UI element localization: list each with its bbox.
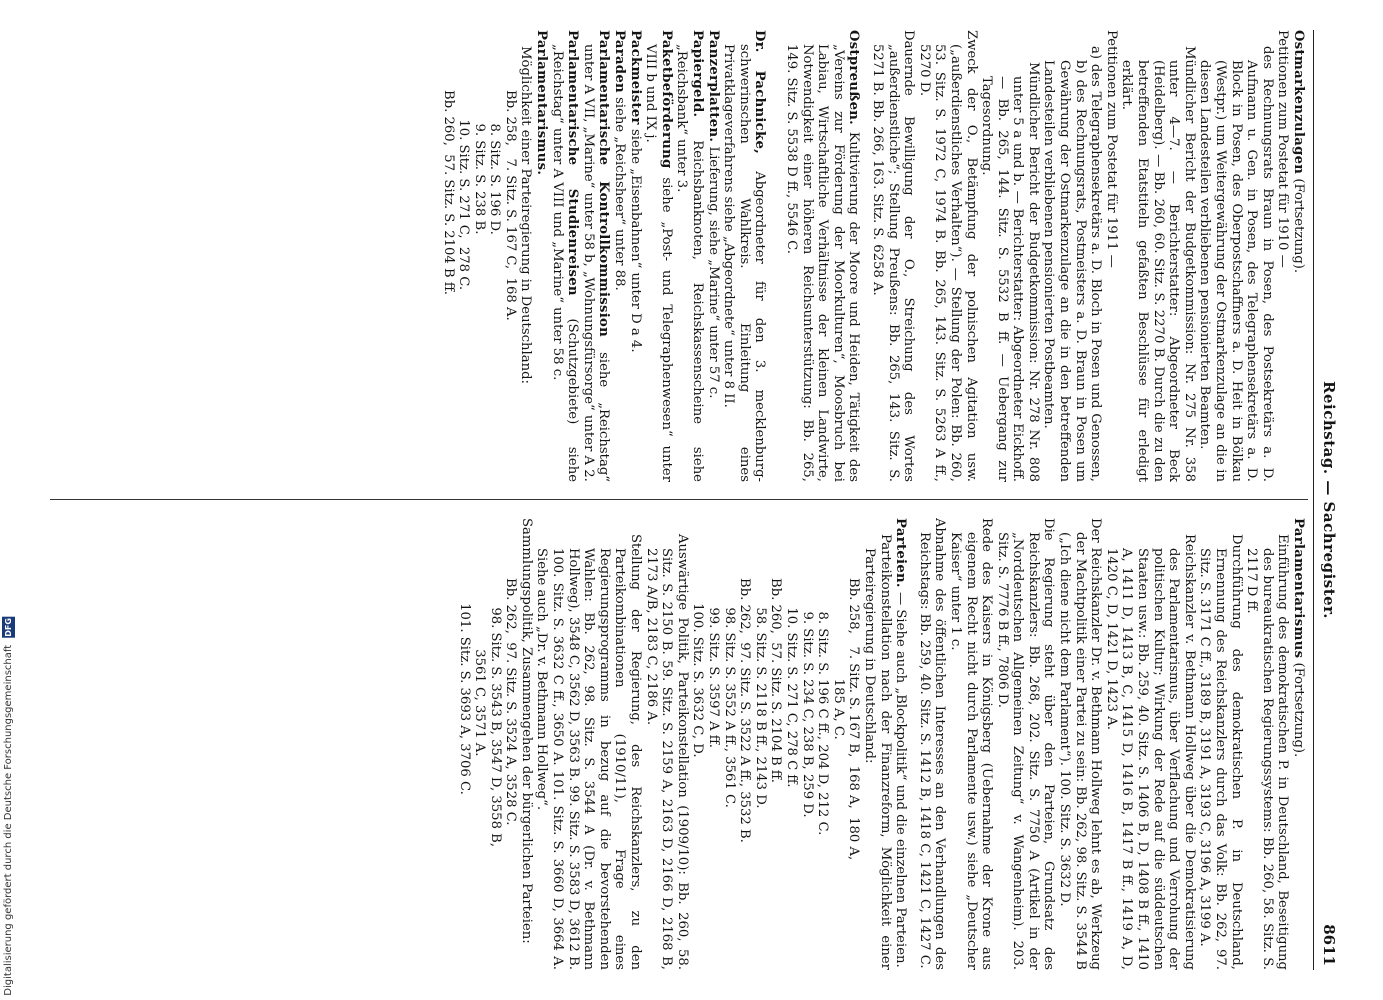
index-entry (549, 30, 580, 482)
index-entry (673, 30, 704, 482)
entry-text: Möglichkeit einer Parteiregierung in Deutschland: (518, 46, 533, 384)
entry-text: (Fortsetzung). (1290, 174, 1306, 274)
dfg-logo: DFG (4, 618, 13, 637)
entry-text: — Siehe auch „Blockpolitik“ und die einzelnen Parteien. (892, 587, 908, 968)
entry-text: Lieferung, siehe „Marine“ unter 57 c. (705, 142, 721, 399)
entry-keyword: Dr. Pachnicke, (751, 30, 767, 155)
rotated-sheet (42, 30, 1342, 970)
index-entry (439, 30, 517, 482)
index-entry (642, 30, 673, 482)
index-entry (627, 30, 643, 482)
index-entry (916, 518, 947, 970)
page-number: 8611 (1319, 924, 1338, 966)
entry-text: Mündlicher Bericht der Budgetkommission: Nr. 275 Nr. 358 unter 4—7. — Berichterstatter: Abgeordneter Beck (Heidelberg). — Bb. 260, 60. Sitz. S. 2270 B. Durch die zu den betreffenden Etatstiteln gefaßten Beschlüsse für erledigt erklärt. (1118, 46, 1197, 482)
entry-keyword: Parlamentarismus. (533, 30, 549, 176)
entry-text: Dauernde Bewilligung der O., Streichung des Wortes „außerdienstliche“; Stellung Preußens: Bb. 265, 143. Sitz. S. 5271 B. Bb. 266, 163. Sitz. S. 6258 A. (869, 30, 916, 482)
index-entry (689, 518, 861, 970)
entry-text: Kultivierung der Moore und Heiden, Tätigkeit des „Vereins zur Förderung der Moorkulturen“, Moosbruch bei Labiau, Wirtschaftliche Verhältnisse der kleinen Landwirte, Notwendigkeit einer höheren Reichsunterstützung: Bb. 265, 149. Sitz. S. 5538 D ff., 5546 C. (783, 44, 861, 482)
entry-text: siehe „Eisenbahnen“ unter D a 4. (627, 124, 643, 353)
index-entry (705, 30, 721, 482)
index-entry (916, 30, 978, 482)
entry-text: Petitionen zum Postetat für 1910 — (1274, 30, 1290, 268)
index-entry (1196, 30, 1274, 482)
entry-keyword: Parlamentarismus (1290, 518, 1306, 659)
entry-keyword: Parteien. (892, 518, 908, 588)
entry-keyword: Parlamentarische Kontrollkommission (595, 30, 611, 338)
entry-keyword: Ostmarkenzulagen (1290, 30, 1306, 175)
index-entry (1103, 518, 1197, 970)
entry-text: Sammlungspolitik, Zusammengehen der bürgerlichen Parteien: (518, 518, 534, 944)
left-column (51, 30, 1306, 482)
index-entry (455, 518, 517, 970)
spacer (861, 30, 869, 482)
entry-text: Reichsbanknoten, Reichskassenscheine siehe „Reichsbank“ unter 3. (673, 44, 705, 482)
entry-text: Bb. 258, 7. Sitz. S. 167 C, 168 A. 8. Sitz. S. 196 D. 9. Sitz. S. 238 B. 10. Sitz. S. 271 C, 278 C. Bb. 260, 57. Sitz. S. 2104 B ff. (440, 90, 518, 321)
entry-text: siehe „Reichstag“ unter A VII, „Marine“ unter 58 b, „Wohnungsfürsorge“ unter A 2. (580, 44, 611, 482)
index-entry (533, 30, 549, 482)
entry-text: Der Reichskanzler Dr. v. Bethmann Hollweg lehnt es ab, Werkzeug der Machtpolitik einer Partei zu sein: Bb. 262, 98. Sitz. S. 3544 B („Ich diene nicht dem Parlament“). 100. Sitz. S. 3632 D. (1056, 518, 1103, 970)
index-entry (580, 30, 611, 482)
spacer (775, 30, 783, 482)
spacer (767, 30, 775, 482)
entry-keyword: Packmeister (627, 30, 643, 125)
index-entry (1290, 518, 1306, 970)
entry-text: Bb. 262, 97. Sitz. S. 3524 A, 3528 C. 98. Sitz. S. 3543 B, 3547 D, 3558 B, 3561 C, 3571 A. 101. Sitz. S. 3693 A, 3706 C. (456, 578, 518, 848)
index-entry (947, 518, 994, 970)
entry-text: Die Regierung steht über den Parteien, Grundsatz des Reichskanzlers: Bb. 268, 202. Sitz. S. 7750 A (Artikel in der „Norddeutschen Allgemeinen Zeitung“ v. Wangenheim). 203. Sitz. S. 7776 B ff., 7806 D. (994, 518, 1056, 970)
index-entry (518, 518, 534, 970)
index-entry (517, 30, 533, 482)
entry-text: Reichskanzler v. Bethmann Hollweg über die Demokratisierung des Parlamentarismus, über Verflachung und Verrohung der politischen Kultur; Wirkung der Rede auf die süddeutschen Staaten usw.: Bb. 259, 40. Sitz. S. 1406 B, D, 1408 B ff., 1410 A, 1411 D, 1413 B, C, 1415 D, 1416 B, 1417 B ff., 1419 A, D, 1420 C, D, 1421 D, 1423 A. (1103, 534, 1197, 970)
entry-text: des Rechnungsrats Braun in Posen, des Postsekretärs a. D. Aufmann u. Gen. in Posen, des Telegraphensekretärs a. D. Block in Posen, des Oberpostschaffners a. D. Heit in Bölkau (Westpr.) um Weitergewährung der Ostmarkenzulage an die in diesen Landesteilen verbliebenen pensionierten Beamten. (1196, 46, 1275, 482)
running-header (1313, 30, 1342, 970)
entry-keyword: Ostpreußen. (845, 30, 861, 126)
index-entry (720, 30, 767, 482)
entry-text: a) des Telegraphensekretärs a. D. Bloch in Posen und Genossen, b) des Rechnungsrats, Postmeisters a. D. Braun in Posen um Gewährung der Ostmarkenzulage an die in den betreffenden Landesteilen verbliebenen pensionierten Postbeamten. (1041, 46, 1103, 482)
credit-text: Digitalisierung gefördert durch die Deutsche Forschungsgemeinschaft (3, 645, 14, 996)
column-divider (50, 499, 1308, 500)
index-entry (1290, 30, 1306, 482)
entry-text: Petitionen zum Postetat für 1911 — (1103, 30, 1119, 268)
entry-text: Bb. 258, 7. Sitz. S. 167 B, 168 A, 180 A, 185 A, C. 8. Sitz. S. 196 C ff., 204 D, 212 C. 9. Sitz. S. 234 C, 238 B, 259 D. 10. Sitz. S. 271 C, 278 C ff. Bb. 260, 57. Sitz. S. 2104 B ff. 58. Sitz. S. 2118 B ff., 2143 D. Bb. 262, 97. Sitz. S. 3522 A ff., 3532 B. 98. Sitz. S. 3552 A ff., 3561 C. 99. Sitz. S. 3597 A ff. 100. Sitz. S. 3632 C, D. (689, 578, 861, 861)
index-entry (783, 30, 861, 482)
index-entry (1274, 30, 1290, 482)
entry-text: siehe „Post- und Telegraphenwesen“ unter VIII b und IX j. (642, 44, 674, 482)
entry-keyword: Papiergeld. (689, 30, 705, 118)
entry-keyword: Panzerplatten. (705, 30, 721, 143)
entry-text: Parteikonstellation nach der Finanzreform, Möglichkeit einer Parteiregierung in Deutschland: (861, 534, 893, 970)
entry-text: (Fortsetzung). (1290, 658, 1306, 758)
digitization-credit (2, 617, 15, 996)
entry-text: Durchführung des demokratischen P. in Deutschland, Ernennung des Reichskanzlers durch das Volk: Bb. 262, 97. Sitz. S. 3171 C ff., 3189 B, 3191 A, 3193 C, 3196 A, 3199 A. (1196, 534, 1244, 970)
index-entry (611, 30, 627, 482)
index-entry (1118, 30, 1196, 482)
header-title: Reichstag. — Sachregister. (1319, 381, 1338, 619)
index-entry (869, 30, 916, 482)
entry-keyword: Paraden (611, 30, 627, 93)
entry-text: Rede des Kaisers in Königsberg (Uebernahme der Krone aus eigenem Recht nicht durch Parlamente usw.) siehe „Deutscher Kaiser“ unter 1 c. (947, 518, 994, 970)
index-entry (861, 518, 892, 970)
spacer (908, 518, 916, 970)
index-entry (1196, 518, 1243, 970)
index-entry (533, 518, 642, 970)
entry-text: Abgeordneter für den 3. mecklenburg-schwerinschen Wahlkreis. Einleitung eines Privatklageverfahrens siehe „Abgeordnete“ unter 8 II. (720, 44, 767, 482)
index-entry (643, 518, 690, 970)
index-entry (1040, 30, 1102, 482)
entry-text: Auswärtige Politik, Parteikonstellation (1909/10): Bb. 260, 58. Sitz. S. 2150 B. 59. Sitz. S. 2159 A, 2163 D, 2166 D, 2168 B, 2173 A/B, 2183 C, 2186 A. (643, 534, 690, 970)
entry-text: siehe „Reichsheer“ unter 88. (611, 92, 627, 291)
index-entry (1103, 30, 1119, 482)
entry-text: Mündlicher Bericht der Budgetkommission: Nr. 278 Nr. 808 unter 5 a und b. — Berichterstatter: Abgeordneter Eickhoff. — Bb. 265, 144. Sitz. S. 5532 B ff. — Uebergang zur Tagesordnung. (978, 62, 1041, 482)
entry-text: Einführung des demokratischen P. in Deutschland, Beseitigung des bureaukratischen Regierungssystems: Bb. 260, 58. Sitz. S. 2117 D ff. (1243, 534, 1290, 970)
entry-text: Stellung der Regierung, des Reichskanzlers, zu den Parteikombinationen (1910/11), Frage eines Regierungsprogramms in bezug auf die bevorstehenden Wahlen: Bb. 262, 98. Sitz. S. 3544 A (Dr. v. Bethmann Hollweg), 3548 C, 3562 D, 3563 B. 99. Sitz. S. 3583 D, 3612 B. 100. Sitz. S. 3632 C ff., 3650 A. 101. Sitz. S. 3660 D, 3664 A. Siehe auch „Dr. v. Bethmann Hollweg“. (534, 534, 643, 970)
index-entry (1056, 518, 1103, 970)
entry-keyword: Paketbeförderung (658, 30, 674, 169)
entry-text: Abnahme des öffentlichen Interesses an den Verhandlungen des Reichstags: Bb. 259, 40. Sitz. S. 1412 B, 1418 C, 1421 C, 1427 C. (916, 518, 947, 970)
index-entry (978, 30, 1040, 482)
right-column (51, 518, 1306, 970)
index-entry (1243, 518, 1290, 970)
entry-keyword: Parlamentarische Studienreisen (564, 30, 580, 296)
entry-text: (Schutzgebiete) siehe „Reichstag“ unter A VIII und „Marine“ unter 58 c. (549, 44, 580, 482)
entry-text: Zweck der O., Betämpfung der polnischen Agitation usw. („außerdienstliches Verhalten“). — Stellung der Polen: Bb. 260, 53. Sitz. S. 1972 C, 1974 B. Bb. 265, 143. Sitz. S. 5263 A ff., 5270 D. (916, 30, 979, 482)
index-entry (994, 518, 1056, 970)
index-entry (892, 518, 908, 970)
